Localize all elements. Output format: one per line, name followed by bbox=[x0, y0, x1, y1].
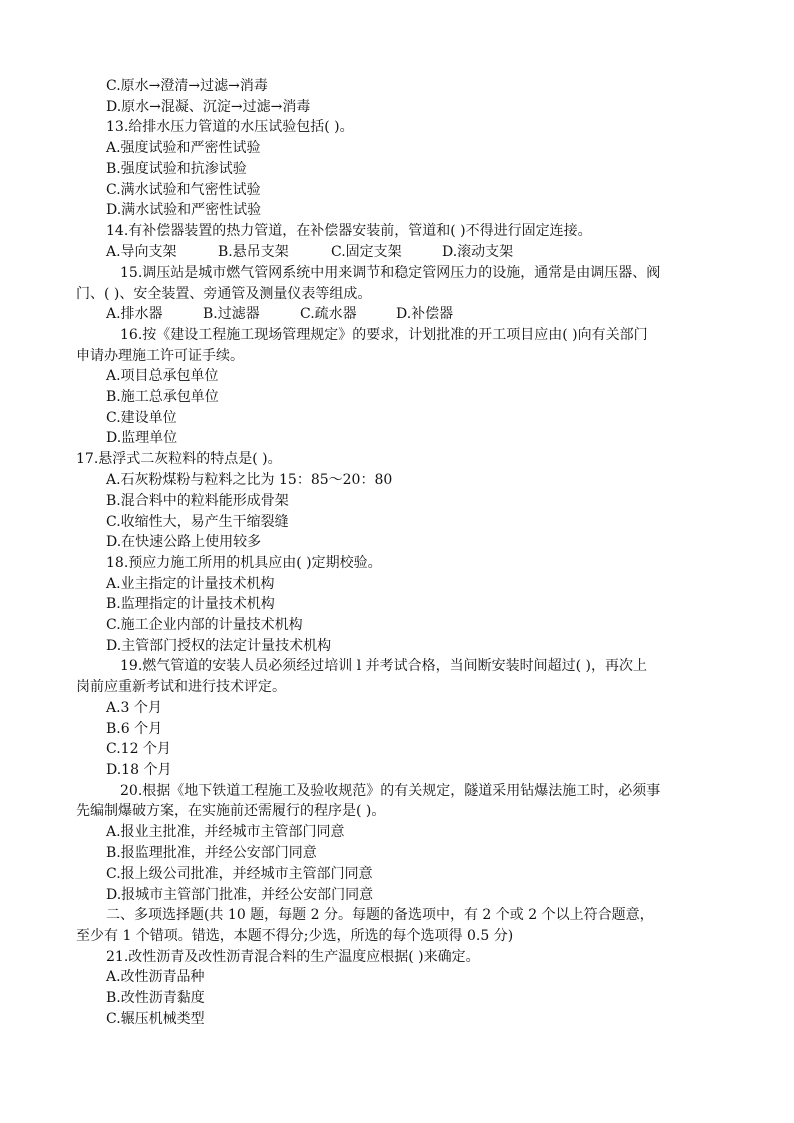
q20-option-b: B.报监理批准，并经公安部门同意 bbox=[106, 845, 317, 861]
q16-stem-line-1: 16.按《建设工程施工现场管理规定》的要求，计划批准的开工项目应由( )向有关部门 bbox=[120, 327, 648, 343]
q21-option-a: A.改性沥青品种 bbox=[106, 969, 205, 985]
q13-option-c: C.满水试验和气密性试验 bbox=[106, 182, 261, 198]
q18-option-b: B.监理指定的计量技术机构 bbox=[106, 596, 275, 612]
q16-stem-line-2: 申请办理施工许可证手续。 bbox=[76, 348, 244, 364]
q20-option-d: D.报城市主管部门批准，并经公安部门同意 bbox=[106, 887, 374, 903]
q14-option-b: B.悬吊支架 bbox=[218, 244, 289, 260]
q18-stem: 18.预应力施工所用的机具应由( )定期校验。 bbox=[106, 555, 382, 571]
q18-option-a: A.业主指定的计量技术机构 bbox=[106, 576, 275, 592]
q20-stem-line-1: 20.根据《地下铁道工程施工及验收规范》的有关规定，隧道采用钻爆法施工时，必须事 bbox=[120, 783, 661, 799]
q14-option-d: D.滚动支架 bbox=[442, 244, 514, 260]
q12-option-d: D.原水→混凝、沉淀→过滤→消毒 bbox=[106, 99, 311, 115]
q18-option-c: C.施工企业内部的计量技术机构 bbox=[106, 617, 303, 633]
q21-stem: 21.改性沥青及改性沥青混合料的生产温度应根据( )来确定。 bbox=[106, 949, 480, 965]
section-2-heading-line-2: 至少有 1 个错项。错选，本题不得分;少选，所选的每个选项得 0.5 分) bbox=[76, 928, 514, 944]
q16-option-a: A.项目总承包单位 bbox=[106, 368, 219, 384]
q14-stem: 14.有补偿器装置的热力管道，在补偿器安装前，管道和( )不得进行固定连接。 bbox=[106, 223, 592, 239]
q19-stem-line-1: 19.燃气管道的安装人员必须经过培训 l 并考试合格，当间断安装时间超过( )，再次上 bbox=[120, 658, 648, 674]
q13-option-a: A.强度试验和严密性试验 bbox=[106, 140, 261, 156]
q13-option-b: B.强度试验和抗渗试验 bbox=[106, 161, 247, 177]
q15-option-b: B.过滤器 bbox=[203, 306, 260, 322]
q21-option-c: C.辗压机械类型 bbox=[106, 1011, 205, 1027]
q17-option-c: C.收缩性大，易产生干缩裂缝 bbox=[106, 514, 289, 530]
q13-stem: 13.给排水压力管道的水压试验包括( )。 bbox=[106, 119, 354, 135]
q20-stem-line-2: 先编制爆破方案，在实施前还需履行的程序是( )。 bbox=[76, 803, 386, 819]
q13-option-d: D.满水试验和严密性试验 bbox=[106, 202, 262, 218]
q14-options-row bbox=[106, 242, 513, 262]
section-2-heading-line-1: 二、多项选择题(共 10 题，每题 2 分。每题的备选项中，有 2 个或 2 个以上符合题意， bbox=[106, 907, 654, 923]
q20-option-a: A.报业主批准，并经城市主管部门同意 bbox=[106, 824, 345, 840]
q15-options-row bbox=[106, 304, 453, 324]
q19-option-b: B.6 个月 bbox=[106, 721, 163, 737]
q21-option-b: B.改性沥青黏度 bbox=[106, 990, 205, 1006]
q16-option-c: C.建设单位 bbox=[106, 410, 177, 426]
q19-option-d: D.18 个月 bbox=[106, 762, 172, 778]
q17-option-d: D.在快速公路上使用较多 bbox=[106, 534, 262, 550]
q20-option-c: C.报上级公司批准，并经城市主管部门同意 bbox=[106, 866, 373, 882]
q17-option-b: B.混合料中的粒料能形成骨架 bbox=[106, 493, 289, 509]
q15-option-a: A.排水器 bbox=[106, 306, 163, 322]
q12-option-c: C.原水→澄清→过滤→消毒 bbox=[106, 78, 268, 94]
q15-option-c: C.疏水器 bbox=[300, 306, 357, 322]
q16-option-b: B.施工总承包单位 bbox=[106, 389, 219, 405]
q19-stem-line-2: 岗前应重新考试和进行技术评定。 bbox=[76, 679, 286, 695]
q14-option-c: C.固定支架 bbox=[331, 244, 402, 260]
q19-option-c: C.12 个月 bbox=[106, 741, 171, 757]
q18-option-d: D.主管部门授权的法定计量技术机构 bbox=[106, 638, 332, 654]
q17-stem: 17.悬浮式二灰粒料的特点是( )。 bbox=[76, 451, 282, 467]
q17-option-a: A.石灰粉煤粉与粒料之比为 15：85～20：80 bbox=[106, 472, 393, 488]
q14-option-a: A.导向支架 bbox=[106, 244, 177, 260]
q19-option-a: A.3 个月 bbox=[106, 700, 162, 716]
q15-option-d: D.补偿器 bbox=[396, 306, 454, 322]
q15-stem-line-1: 15.调压站是城市燃气管网系统中用来调节和稳定管网压力的设施，通常是由调压器、阀 bbox=[120, 265, 661, 281]
q16-option-d: D.监理单位 bbox=[106, 430, 178, 446]
q15-stem-line-2: 门、( )、安全装置、旁通管及测量仪表等组成。 bbox=[76, 286, 372, 302]
